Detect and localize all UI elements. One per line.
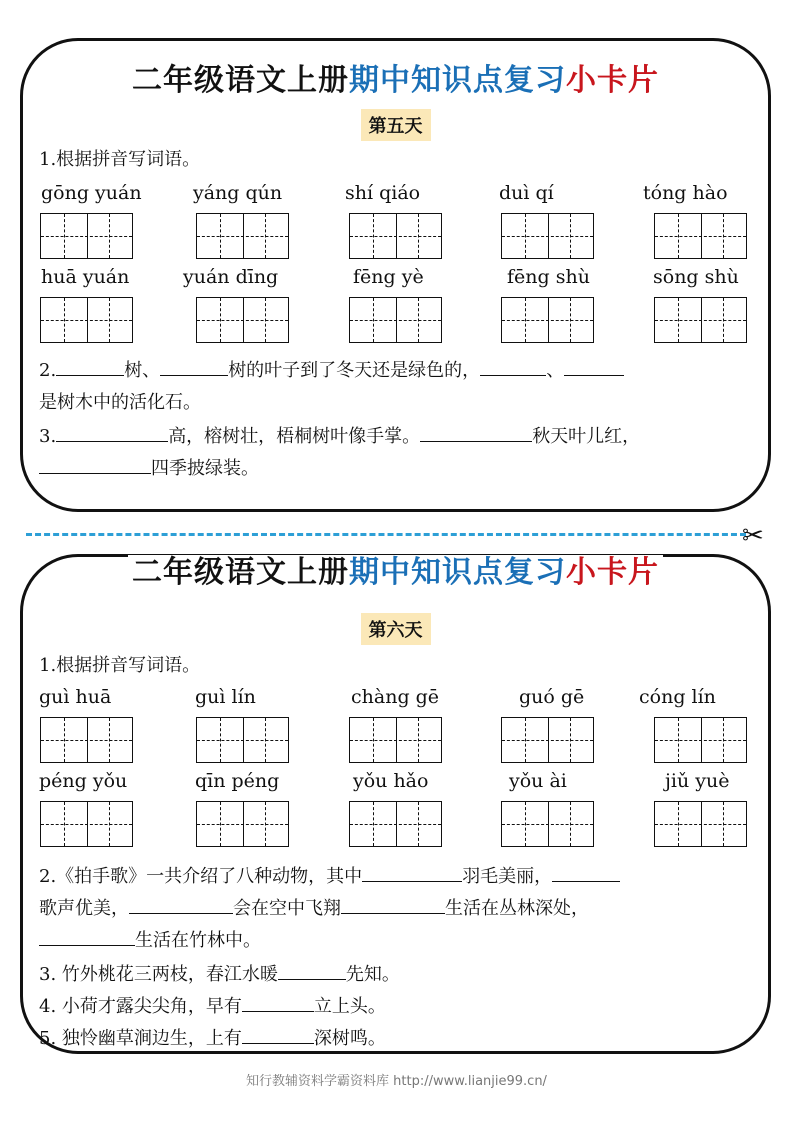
footer-watermark: 知行教辅资料学霸资料库 http://www.lianjie99.cn/ [246,1074,547,1089]
question-3: 3. 高，榕树壮，梧桐树叶像手掌。 秋天叶儿红， 四季披绿装。 [39,421,752,485]
writing-grid[interactable] [501,213,594,259]
question-1: 1.根据拼音写词语。 [39,149,201,170]
pinyin: yǒu hǎo [353,770,429,792]
pinyin: gōng yuán [41,182,142,204]
answer-blank[interactable] [242,1025,314,1044]
writing-grid[interactable] [196,717,289,763]
pinyin: guó gē [519,686,585,708]
question-5: 5. 独怜幽草涧边生，上有 深树鸣。 [39,1023,752,1055]
pinyin: guì huā [39,686,112,708]
answer-blank[interactable] [552,863,620,882]
writing-grid[interactable] [196,801,289,847]
answer-blank[interactable] [564,357,624,376]
writing-grid[interactable] [654,717,747,763]
pinyin: yuán dīng [183,266,279,288]
writing-grid[interactable] [349,801,442,847]
writing-grid[interactable] [40,801,133,847]
pinyin: péng yǒu [39,770,128,792]
writing-grid[interactable] [40,297,133,343]
review-card-day5 [20,38,771,512]
pinyin: yǒu ài [509,770,567,792]
review-card-day6 [20,554,771,1054]
writing-grid[interactable] [501,801,594,847]
pinyin: huā yuán [41,266,130,288]
answer-blank[interactable] [56,423,168,442]
writing-grid[interactable] [501,717,594,763]
writing-grid[interactable] [654,801,747,847]
writing-grid[interactable] [654,213,747,259]
pinyin: shí qiáo [345,182,421,204]
writing-grid[interactable] [349,297,442,343]
question-1: 1.根据拼音写词语。 [39,655,201,676]
writing-grid[interactable] [196,297,289,343]
card-title: 二年级语文上册期中知识点复习小卡片 [132,63,659,98]
answer-blank[interactable] [362,863,462,882]
question-2: 2.《拍手歌》一共介绍了八种动物，其中 羽毛美丽， 歌声优美， 会在空中飞翔 生活在丛林深处， 生活在竹林中。 [39,861,752,957]
writing-grid[interactable] [349,213,442,259]
pinyin: sōng shù [653,266,739,288]
pinyin: jiǔ yuè [665,770,730,792]
writing-grid[interactable] [40,717,133,763]
pinyin: fēng shù [507,266,590,288]
pinyin: cóng lín [639,686,716,708]
question-2: 2. 树、 树的叶子到了冬天还是绿色的， 、 是树木中的活化石。 [39,355,752,419]
answer-blank[interactable] [129,895,233,914]
writing-grid[interactable] [40,213,133,259]
pinyin: qīn péng [195,770,280,792]
answer-blank[interactable] [341,895,445,914]
answer-blank[interactable] [480,357,546,376]
pinyin: tóng hào [643,182,728,204]
answer-blank[interactable] [278,961,346,980]
day-label: 第五天 [361,109,431,141]
card-title: 二年级语文上册期中知识点复习小卡片 [23,547,768,591]
answer-blank[interactable] [160,357,228,376]
cut-line [26,533,746,536]
writing-grid[interactable] [501,297,594,343]
pinyin: yáng qún [193,182,283,204]
pinyin: duì qí [499,182,554,204]
question-4: 4. 小荷才露尖尖角，早有 立上头。 [39,991,752,1023]
pinyin: guì lín [195,686,256,708]
writing-grid[interactable] [196,213,289,259]
question-3: 3. 竹外桃花三两枝，春江水暖 先知。 [39,959,752,991]
writing-grid[interactable] [654,297,747,343]
scissors-icon: ✂ [742,521,764,551]
writing-grid[interactable] [349,717,442,763]
pinyin: fēng yè [353,266,424,288]
answer-blank[interactable] [39,927,135,946]
day-label: 第六天 [361,613,431,645]
answer-blank[interactable] [420,423,532,442]
answer-blank[interactable] [242,993,314,1012]
answer-blank[interactable] [56,357,124,376]
pinyin: chàng gē [351,686,440,708]
answer-blank[interactable] [39,455,151,474]
